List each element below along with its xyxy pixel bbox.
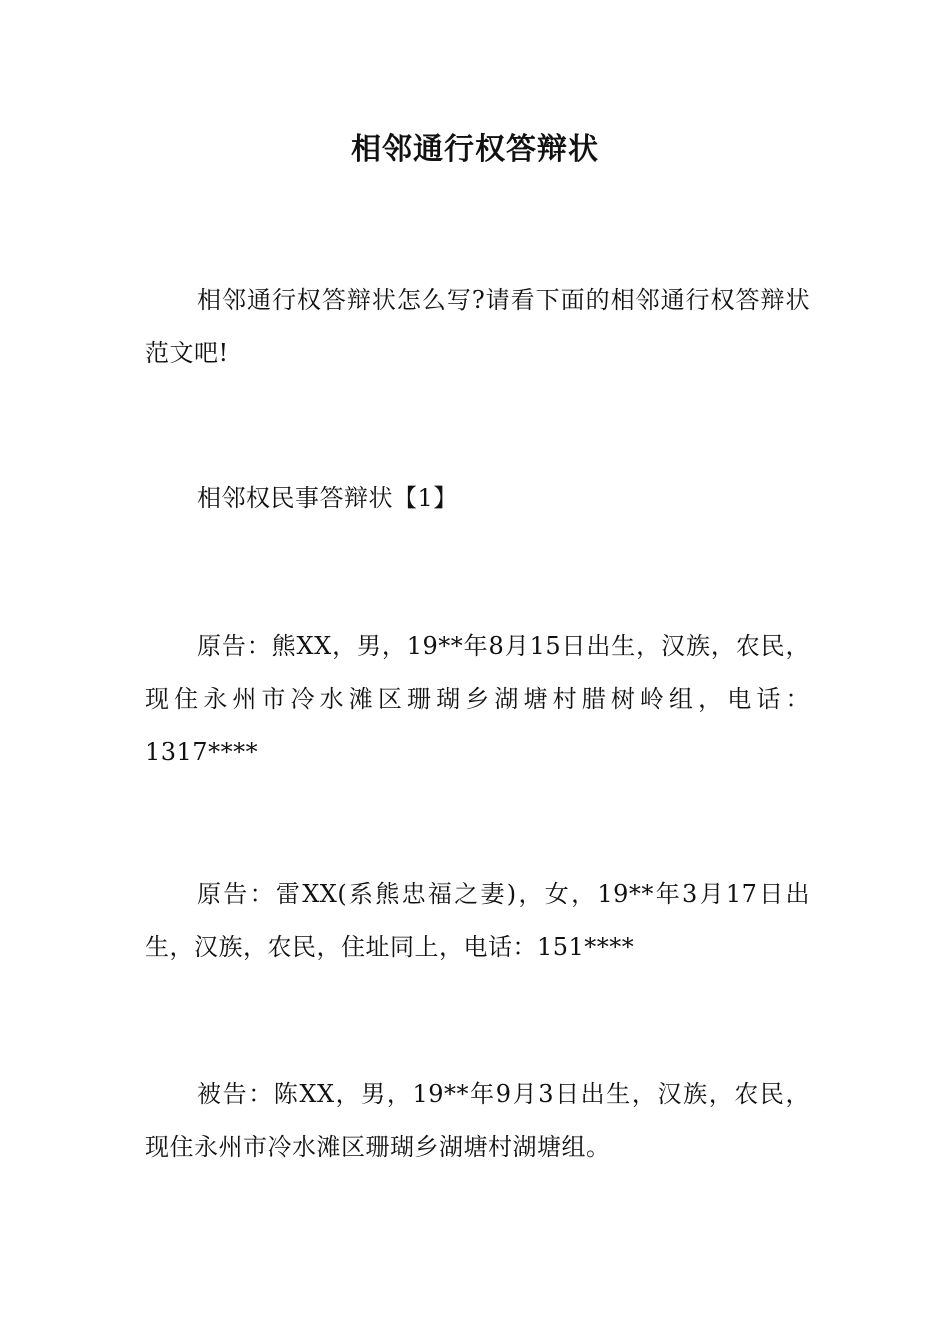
- plaintiff-1-paragraph: 原告：熊XX，男，19**年8月15日出生，汉族，农民，现住永州市冷水滩区珊瑚乡湖塘村腊树岭组，电话：1317****: [145, 632, 810, 766]
- plaintiff-2-paragraph: 原告：雷XX(系熊忠福之妻)，女，19**年3月17日出生，汉族，农民，住址同上，电话：151****: [145, 880, 810, 961]
- defendant-paragraph: 被告：陈XX，男，19**年9月3日出生，汉族，农民，现住永州市冷水滩区珊瑚乡湖塘村湖塘组。: [145, 1080, 810, 1161]
- intro-paragraph: 相邻通行权答辩状怎么写?请看下面的相邻通行权答辩状范文吧!: [145, 286, 810, 367]
- document-title: 相邻通行权答辩状: [351, 132, 599, 167]
- section-heading: 相邻权民事答辩状【1】: [197, 484, 458, 512]
